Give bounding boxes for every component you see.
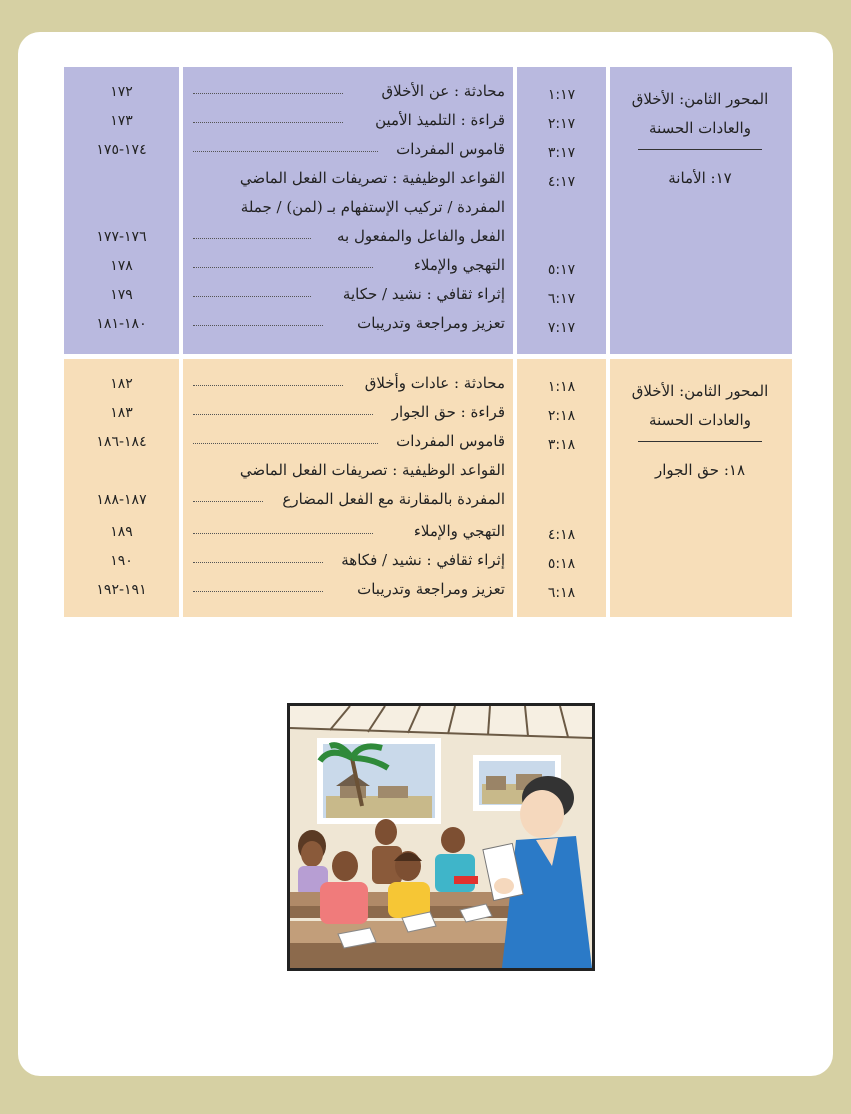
lesson-code: ٦:١٧ — [547, 291, 576, 307]
unit-17-block — [64, 67, 792, 354]
pages-column — [64, 359, 179, 617]
lesson-title: قراءة : حق الجوار — [391, 403, 505, 421]
pages-column — [64, 67, 179, 354]
lesson-code: ٧:١٧ — [547, 320, 576, 336]
leader-dots — [193, 238, 311, 239]
lesson-row — [183, 195, 513, 221]
lesson-title: محادثة : عادات وأخلاق — [364, 374, 505, 392]
lesson-code: ٣:١٧ — [547, 145, 576, 161]
leader-dots — [193, 151, 378, 152]
lesson-code: ٥:١٨ — [547, 556, 576, 572]
page-range: ١٧٦-١٧٧ — [96, 229, 147, 245]
unit-topic: ١٨: حق الجوار — [654, 461, 746, 479]
page-range: ١٨٣ — [110, 405, 133, 421]
lesson-code: ٢:١٧ — [547, 116, 576, 132]
lesson-code: ٢:١٨ — [547, 408, 576, 424]
lesson-row — [183, 79, 513, 105]
axis-divider — [638, 149, 762, 150]
lesson-row — [183, 224, 513, 250]
axis-column — [610, 359, 792, 617]
lesson-code: ٣:١٨ — [547, 437, 576, 453]
leader-dots — [193, 533, 373, 534]
page-range: ١٧٣ — [110, 113, 133, 129]
lesson-code: ٤:١٨ — [547, 527, 576, 543]
lesson-code: ٥:١٧ — [547, 262, 576, 278]
axis-title: المحور الثامن: الأخلاق والعادات الحسنة — [631, 382, 769, 429]
lesson-column — [183, 359, 513, 617]
lesson-row — [183, 548, 513, 574]
lesson-title: القواعد الوظيفية : تصريفات الفعل الماضي — [239, 169, 505, 187]
page-range: ١٧٤-١٧٥ — [96, 142, 147, 158]
leader-dots — [193, 562, 323, 563]
page-range: ١٨٠-١٨١ — [96, 316, 147, 332]
leader-dots — [193, 414, 373, 415]
lesson-title: قاموس المفردات — [396, 140, 505, 158]
lesson-row — [183, 311, 513, 337]
lesson-title: التهجي والإملاء — [413, 522, 505, 540]
lesson-row — [183, 519, 513, 545]
page-range: ١٩١-١٩٢ — [96, 582, 147, 598]
lesson-title: تعزيز ومراجعة وتدريبات — [357, 580, 505, 598]
axis-title: المحور الثامن: الأخلاق والعادات الحسنة — [631, 90, 769, 137]
leader-dots — [193, 267, 373, 268]
unit-18-block — [64, 359, 792, 617]
axis-column — [610, 67, 792, 354]
leader-dots — [193, 93, 343, 94]
lesson-row — [183, 458, 513, 484]
lesson-title: التهجي والإملاء — [413, 256, 505, 274]
classroom-illustration — [287, 703, 595, 971]
leader-dots — [193, 296, 311, 297]
lesson-title: محادثة : عن الأخلاق — [381, 82, 505, 100]
axis-divider — [638, 441, 762, 442]
leader-dots — [193, 501, 263, 502]
lesson-title: قراءة : التلميذ الأمين — [375, 111, 505, 129]
page-range: ١٧٨ — [110, 258, 133, 274]
lesson-title: المفردة بالمقارنة مع الفعل المضارع — [282, 490, 505, 508]
lesson-row — [183, 137, 513, 163]
page-range: ١٨٧-١٨٨ — [96, 492, 147, 508]
lesson-row — [183, 429, 513, 455]
lesson-code: ٦:١٨ — [547, 585, 576, 601]
page-range: ١٨٩ — [110, 524, 133, 540]
lesson-row — [183, 282, 513, 308]
lesson-code: ٤:١٧ — [547, 174, 576, 190]
lesson-title: المفردة / تركيب الإستفهام بـ (لمن) / جملة — [240, 198, 505, 216]
lesson-title: الفعل والفاعل والمفعول به — [336, 227, 505, 245]
lesson-title: إثراء ثقافي : نشيد / فكاهة — [341, 551, 505, 569]
page-range: ١٧٢ — [110, 84, 133, 100]
lesson-row — [183, 253, 513, 279]
lesson-row — [183, 371, 513, 397]
lesson-code: ١:١٧ — [547, 87, 576, 103]
leader-dots — [193, 443, 378, 444]
code-column — [517, 359, 606, 617]
leader-dots — [193, 385, 343, 386]
lesson-row — [183, 108, 513, 134]
lesson-title: إثراء ثقافي : نشيد / حكاية — [342, 285, 505, 303]
lesson-row — [183, 400, 513, 426]
leader-dots — [193, 591, 323, 592]
code-column — [517, 67, 606, 354]
lesson-title: قاموس المفردات — [396, 432, 505, 450]
lesson-row — [183, 166, 513, 192]
lesson-code: ١:١٨ — [547, 379, 576, 395]
leader-dots — [193, 325, 323, 326]
lesson-title: القواعد الوظيفية : تصريفات الفعل الماضي — [239, 461, 505, 479]
page-range: ١٩٠ — [110, 553, 133, 569]
page-range: ١٧٩ — [110, 287, 133, 303]
lesson-row — [183, 487, 513, 513]
lesson-column — [183, 67, 513, 354]
page-range: ١٨٤-١٨٦ — [96, 434, 147, 450]
classroom-scene — [290, 706, 592, 968]
leader-dots — [193, 122, 343, 123]
lesson-title: تعزيز ومراجعة وتدريبات — [357, 314, 505, 332]
page-range: ١٨٢ — [110, 376, 133, 392]
unit-topic: ١٧: الأمانة — [668, 169, 732, 187]
lesson-row — [183, 577, 513, 603]
